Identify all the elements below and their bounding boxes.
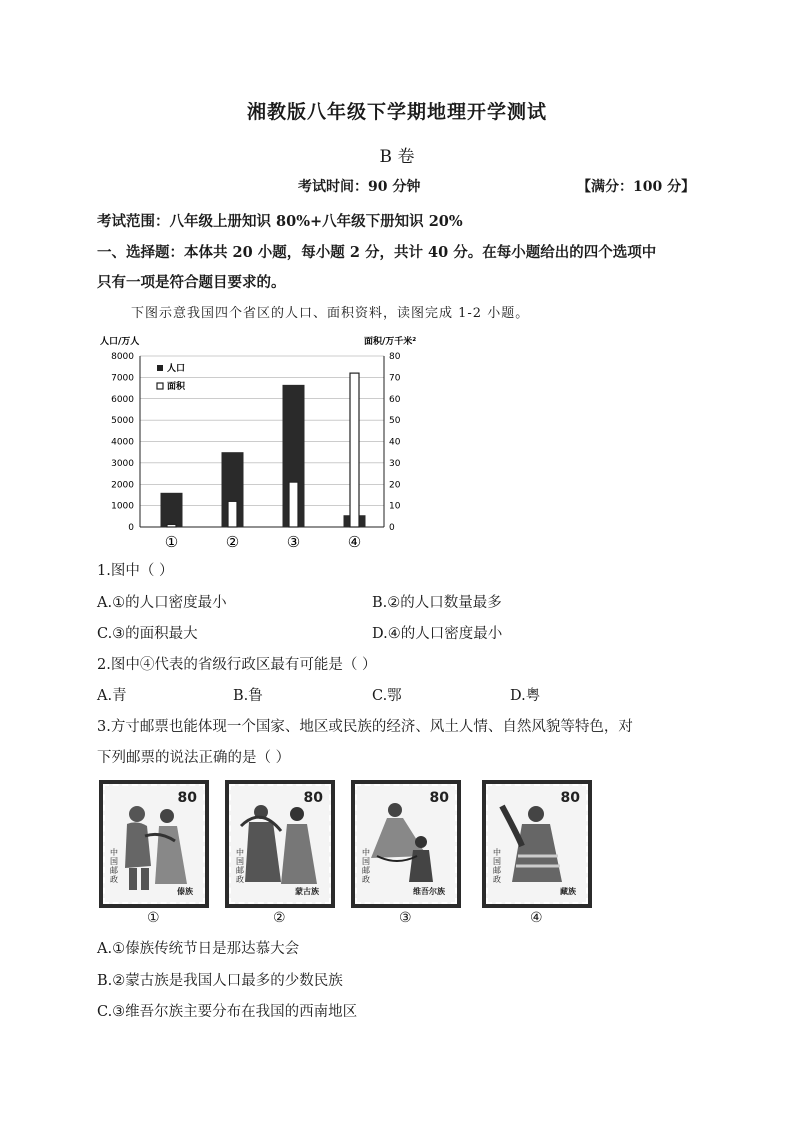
legend <box>157 362 186 392</box>
stamp-price: 80 <box>303 790 323 806</box>
q3-option-c[interactable]: C.③维吾尔族主要分布在我国的西南地区 <box>97 1004 358 1020</box>
stamp-country: 中国邮政 <box>493 848 501 884</box>
left-tick-label: 1000 <box>111 501 134 512</box>
right-tick-label: 20 <box>389 480 401 491</box>
category-label: ① <box>164 533 179 551</box>
area-bar <box>167 524 176 527</box>
q2-option-a[interactable]: A.青 <box>97 688 127 704</box>
q3-option-a[interactable]: A.①傣族传统节日是那达慕大会 <box>97 941 300 957</box>
legend-area-swatch <box>157 383 163 389</box>
stamp-3 <box>351 780 461 908</box>
left-tick-label: 0 <box>128 523 134 533</box>
q3-option-b[interactable]: B.②蒙古族是我国人口最多的少数民族 <box>97 973 343 989</box>
left-tick-label: 2000 <box>111 480 134 491</box>
right-tick-label: 80 <box>389 352 401 362</box>
stamp-4-label: ④ <box>530 910 543 926</box>
stamp-1 <box>99 780 209 908</box>
stamp-1-label: ① <box>147 910 160 926</box>
q1-option-b[interactable]: B.②的人口数量最多 <box>372 595 502 611</box>
q2-stem: 2.图中④代表的省级行政区最有可能是（ ） <box>97 657 377 673</box>
exam-time: 考试时间：90 分钟 <box>298 179 421 195</box>
left-tick-label: 3000 <box>111 458 134 469</box>
q2-option-c[interactable]: C.鄂 <box>372 688 402 704</box>
q3-stem-2: 下列邮票的说法正确的是（ ） <box>97 750 291 766</box>
legend-population-swatch <box>157 365 163 371</box>
category-label: ④ <box>347 533 362 551</box>
right-tick-label: 50 <box>389 416 401 427</box>
legend-population-label: 人口 <box>167 364 186 374</box>
right-tick-label: 40 <box>389 437 401 448</box>
stamp-price: 80 <box>177 790 197 806</box>
right-tick-label: 10 <box>389 501 401 512</box>
stamp-4 <box>482 780 592 908</box>
grid-lines <box>140 356 384 506</box>
left-tick-label: 8000 <box>111 352 134 362</box>
section-instructions-2: 只有一项是符合题目要求的。 <box>97 274 286 291</box>
full-score: 【满分：100 分】 <box>577 179 696 195</box>
stamp-2 <box>225 780 335 908</box>
q3-stem-1: 3.方寸邮票也能体现一个国家、地区或民族的经济、风土人情、自然风貌等特色，对 <box>97 719 633 735</box>
category-label: ② <box>225 533 240 551</box>
left-tick-label: 6000 <box>111 394 134 405</box>
category-label: ③ <box>286 533 301 551</box>
stamp-ethnic: 傣族 <box>177 886 193 896</box>
q1-option-a[interactable]: A.①的人口密度最小 <box>97 595 227 611</box>
stamp-3-label: ③ <box>399 910 412 926</box>
stamp-ethnic: 藏族 <box>560 886 576 896</box>
right-tick-label: 0 <box>389 523 395 533</box>
q2-option-b[interactable]: B.鲁 <box>233 688 263 704</box>
left-tick-label: 4000 <box>111 437 134 448</box>
q2-option-d[interactable]: D.粤 <box>510 688 541 704</box>
left-tick-label: 5000 <box>111 416 134 427</box>
legend-area-label: 面积 <box>167 382 186 392</box>
population-area-chart <box>95 330 435 552</box>
left-tick-label: 7000 <box>111 373 134 384</box>
area-bar <box>350 373 359 527</box>
stamp-price: 80 <box>429 790 449 806</box>
area-bar <box>228 501 237 527</box>
stamp-country: 中国邮政 <box>236 848 244 884</box>
stamp-ethnic: 蒙古族 <box>295 886 319 896</box>
right-tick-label: 30 <box>389 458 401 469</box>
stamp-country: 中国邮政 <box>362 848 370 884</box>
right-tick-label: 70 <box>389 373 401 384</box>
paper-variant: B 卷 <box>379 147 415 167</box>
left-ticks <box>111 352 134 533</box>
stamp-ethnic: 维吾尔族 <box>413 886 445 896</box>
page-title: 湘教版八年级下学期地理开学测试 <box>246 101 547 123</box>
stamp-price: 80 <box>560 790 580 806</box>
bars <box>161 373 366 527</box>
q1-option-c[interactable]: C.③的面积最大 <box>97 626 198 642</box>
right-tick-label: 60 <box>389 394 401 405</box>
left-axis-label: 人口/万人 <box>100 337 140 347</box>
right-ticks <box>389 352 401 533</box>
stamp-country: 中国邮政 <box>110 848 118 884</box>
area-bar <box>289 482 298 527</box>
section-instructions-1: 一、选择题：本体共 20 小题，每小题 2 分，共计 40 分。在每小题给出的四个选项中 <box>97 244 657 261</box>
stamp-2-label: ② <box>273 910 286 926</box>
chart-intro: 下图示意我国四个省区的人口、面积资料，读图完成 1-2 小题。 <box>131 306 530 321</box>
category-labels <box>165 533 361 551</box>
q1-stem: 1.图中（ ） <box>97 563 174 579</box>
population-bar <box>161 493 183 527</box>
exam-scope: 考试范围：八年级上册知识 80%+八年级下册知识 20% <box>97 213 463 230</box>
q1-option-d[interactable]: D.④的人口密度最小 <box>372 626 503 642</box>
right-axis-label: 面积/万千米² <box>364 337 417 347</box>
